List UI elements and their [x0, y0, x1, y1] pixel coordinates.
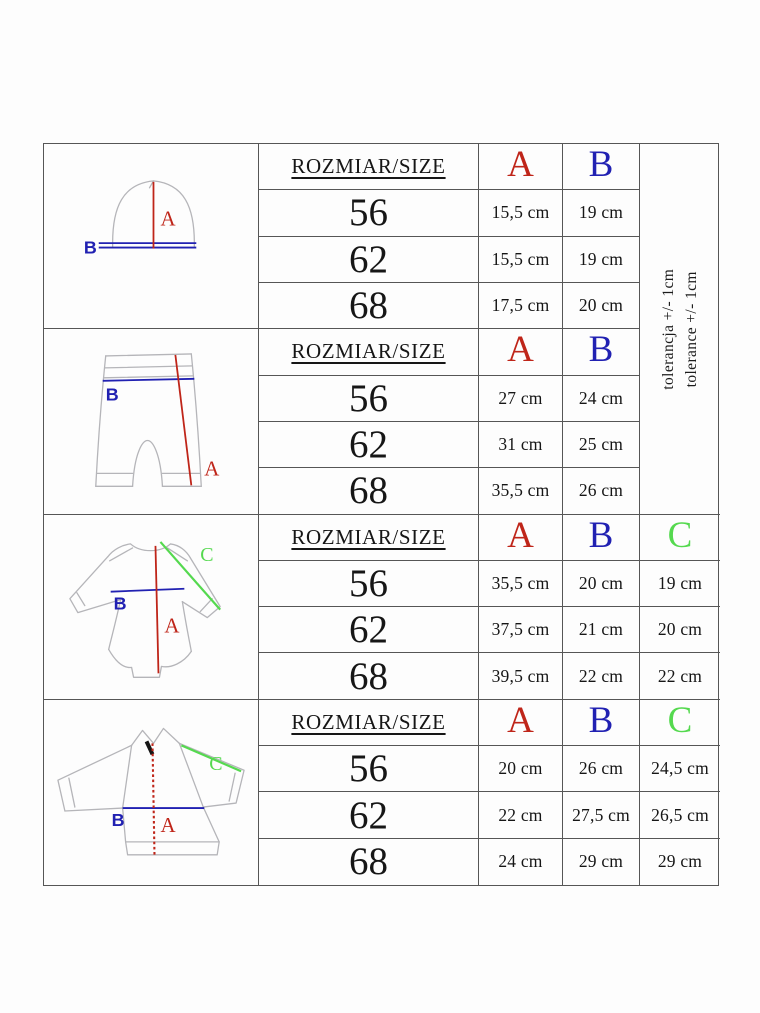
bodysuit-size-cell: 56 — [259, 561, 479, 607]
jacket-measure-a-label: A — [160, 812, 176, 837]
pants-b-value: 25 cm — [563, 422, 640, 468]
jacket-col-c-header: C — [640, 700, 720, 746]
hat-a-value: 15,5 cm — [479, 190, 563, 236]
hat-a-value: 17,5 cm — [479, 283, 563, 329]
hat-size-cell: 62 — [259, 237, 479, 283]
jacket-b-value: 29 cm — [563, 839, 640, 885]
bodysuit-col-a-header: A — [479, 515, 563, 561]
pants-size-cell: 62 — [259, 422, 479, 468]
pants-size-cell: 68 — [259, 468, 479, 514]
jacket-col-b-header: B — [563, 700, 640, 746]
jacket-c-value: 26,5 cm — [640, 792, 720, 838]
bodysuit-c-value: 19 cm — [640, 561, 720, 607]
hat-col-b-header: B — [563, 144, 640, 190]
bodysuit-b-value: 20 cm — [563, 561, 640, 607]
hat-b-value: 20 cm — [563, 283, 640, 329]
bodysuit-size-header-label: ROZMIAR/SIZE — [291, 524, 446, 549]
pants-a-value: 27 cm — [479, 376, 563, 422]
bodysuit-b-value: 21 cm — [563, 607, 640, 653]
pants-size-cell: 56 — [259, 376, 479, 422]
pants-measure-b-label: B — [105, 384, 119, 405]
jacket-col-a-header: A — [479, 700, 563, 746]
jacket-a-value: 22 cm — [479, 792, 563, 838]
hat-size-header — [259, 144, 479, 190]
bodysuit-diagram-cell — [44, 515, 259, 700]
hat-measure-a-label: A — [160, 206, 176, 231]
tolerance-note — [657, 268, 704, 389]
jacket-a-value: 24 cm — [479, 839, 563, 885]
pants-size-header-label: ROZMIAR/SIZE — [291, 339, 446, 364]
bodysuit-measure-b-label: B — [113, 593, 127, 614]
pants-a-value: 35,5 cm — [479, 468, 563, 514]
hat-size-header-label: ROZMIAR/SIZE — [291, 154, 446, 179]
pants-diagram — [44, 329, 258, 513]
jacket-measure-b-label: B — [111, 809, 125, 830]
pants-col-b-header: B — [563, 329, 640, 375]
jacket-c-value: 29 cm — [657, 851, 703, 872]
tolerance-line-pl: tolerancja +/- 1cm — [659, 268, 677, 390]
hat-a-value: 15,5 cm — [479, 237, 563, 283]
jacket-measure-c-label: C — [209, 752, 223, 775]
bodysuit-col-b-header: B — [563, 515, 640, 561]
jacket-b-value: 26 cm — [563, 746, 640, 792]
bodysuit-c-value: 22 cm — [640, 653, 720, 699]
jacket-size-header-label: ROZMIAR/SIZE — [291, 709, 446, 734]
bodysuit-a-value: 35,5 cm — [479, 561, 563, 607]
jacket-size-cell: 56 — [259, 746, 479, 792]
jacket-diagram-cell — [44, 700, 259, 885]
pants-a-value: 31 cm — [479, 422, 563, 468]
bodysuit-size-header — [259, 515, 479, 561]
jacket-diagram — [44, 700, 258, 885]
jacket-size-cell: 62 — [259, 792, 479, 838]
hat-diagram-cell — [44, 144, 259, 329]
bodysuit-b-value: 22 cm — [563, 653, 640, 699]
size-table — [43, 143, 719, 886]
jacket-size-header — [259, 700, 479, 746]
pants-size-header — [259, 329, 479, 375]
bodysuit-a-value: 39,5 cm — [479, 653, 563, 699]
bodysuit-diagram — [44, 515, 258, 699]
hat-size-cell: 56 — [259, 190, 479, 236]
hat-diagram — [44, 144, 258, 328]
tolerance-note-cell — [640, 144, 720, 515]
bodysuit-size-cell: 62 — [259, 607, 479, 653]
pants-measure-a-label: A — [204, 456, 220, 481]
pants-b-value: 26 cm — [563, 468, 640, 514]
bodysuit-measure-a-label: A — [164, 613, 180, 638]
jacket-size-cell: 68 — [259, 839, 479, 885]
hat-col-a-header: A — [479, 144, 563, 190]
hat-measure-b-label: B — [83, 237, 97, 258]
bodysuit-c-value: 20 cm — [640, 607, 720, 653]
pants-b-value: 24 cm — [563, 376, 640, 422]
tolerance-line-en: tolerance +/- 1cm — [683, 270, 701, 387]
pants-col-a-header: A — [479, 329, 563, 375]
bodysuit-col-c-header: C — [640, 515, 720, 561]
jacket-c-value: 24,5 cm — [640, 746, 720, 792]
pants-diagram-cell — [44, 329, 259, 514]
bodysuit-size-cell: 68 — [259, 653, 479, 699]
bodysuit-a-value: 37,5 cm — [479, 607, 563, 653]
jacket-b-value: 27,5 cm — [563, 792, 640, 838]
hat-b-value: 19 cm — [563, 190, 640, 236]
jacket-a-value: 20 cm — [479, 746, 563, 792]
hat-b-value: 19 cm — [563, 237, 640, 283]
bodysuit-measure-c-label: C — [200, 543, 214, 566]
hat-size-cell: 68 — [259, 283, 479, 329]
